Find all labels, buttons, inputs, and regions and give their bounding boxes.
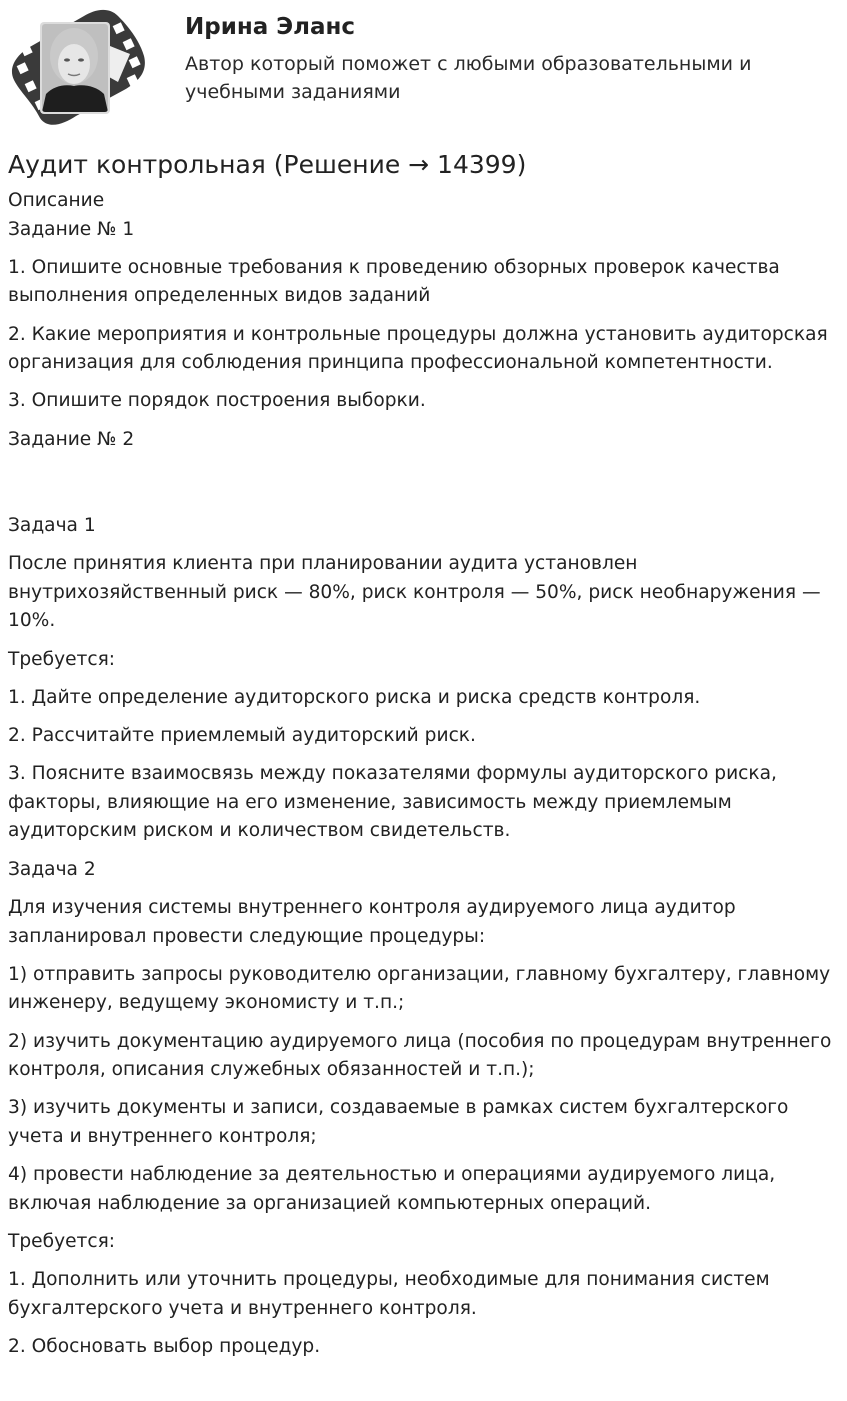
task2-heading: Задание № 2 <box>8 428 135 450</box>
problem2-heading: Задача 2 <box>8 858 96 880</box>
problem2-procedure: 2) изучить документацию аудируемого лица (пособия по процедурам внутреннего контроля, описания служебных обязанностей и т.п.); <box>8 1030 832 1081</box>
task1-item: 3. Опишите порядок построения выборки. <box>8 390 426 412</box>
problem2-item: 1. Дополнить или уточнить процедуры, необходимые для понимания систем бухгалтерского учета и внутреннего контроля. <box>8 1269 770 1319</box>
author-avatar[interactable] <box>6 6 152 130</box>
task1-item: 2. Какие мероприятия и контрольные процедуры должна установить аудиторская организация для соблюдения принципа профессиональной компетентности. <box>8 323 828 374</box>
author-name[interactable]: Ирина Эланс <box>185 14 356 40</box>
spacer <box>8 464 840 512</box>
problem1-item: 1. Дайте определение аудиторского риска и риска средств контроля. <box>8 686 701 708</box>
task1-item: 1. Опишите основные требования к проведению обзорных проверок качества выполнения определенных видов заданий <box>8 256 780 307</box>
problem2-procedure: 3) изучить документы и записи, создаваемые в рамках систем бухгалтерского учета и внутреннего контроля; <box>8 1097 789 1147</box>
problem2-required-label: Требуется: <box>8 1231 116 1253</box>
task1-heading: Задание № 1 <box>8 218 135 240</box>
problem2-text: Для изучения системы внутреннего контроля аудируемого лица аудитор запланировал провести следующие процедуры: <box>8 897 736 947</box>
film-reel-avatar-icon <box>6 6 152 130</box>
problem1-text: После принятия клиента при планировании аудита установлен внутрихозяйственный риск — 80%, риск контроля — 50%, риск необнаружения — 10%. <box>8 553 821 632</box>
problem2-item: 2. Обосновать выбор процедур. <box>8 1336 321 1358</box>
author-description: Автор который поможет с любыми образовательными и учебными заданиями <box>185 53 752 103</box>
problem1-required-label: Требуется: <box>8 648 116 670</box>
problem1-heading: Задача 1 <box>8 514 96 536</box>
description-label: Описание <box>8 190 105 211</box>
order-description <box>8 187 840 1371</box>
problem2-procedure: 4) провести наблюдение за деятельностью и операциями аудируемого лица, включая наблюдение за организацией компьютерных операций. <box>8 1164 776 1214</box>
page-title: Аудит контрольная (Решение → 14399) <box>8 150 527 179</box>
problem1-item: 3. Поясните взаимосвязь между показателями формулы аудиторского риска, факторы, влияющие на его изменение, зависимость между приемлемым аудиторским риском и количеством свидетельств. <box>8 763 777 842</box>
author-header <box>0 0 847 135</box>
problem2-procedure: 1) отправить запросы руководителю организации, главному бухгалтеру, главному инженеру, ведущему экономисту и т.п.; <box>8 963 831 1014</box>
problem1-item: 2. Рассчитайте приемлемый аудиторский риск. <box>8 725 476 747</box>
